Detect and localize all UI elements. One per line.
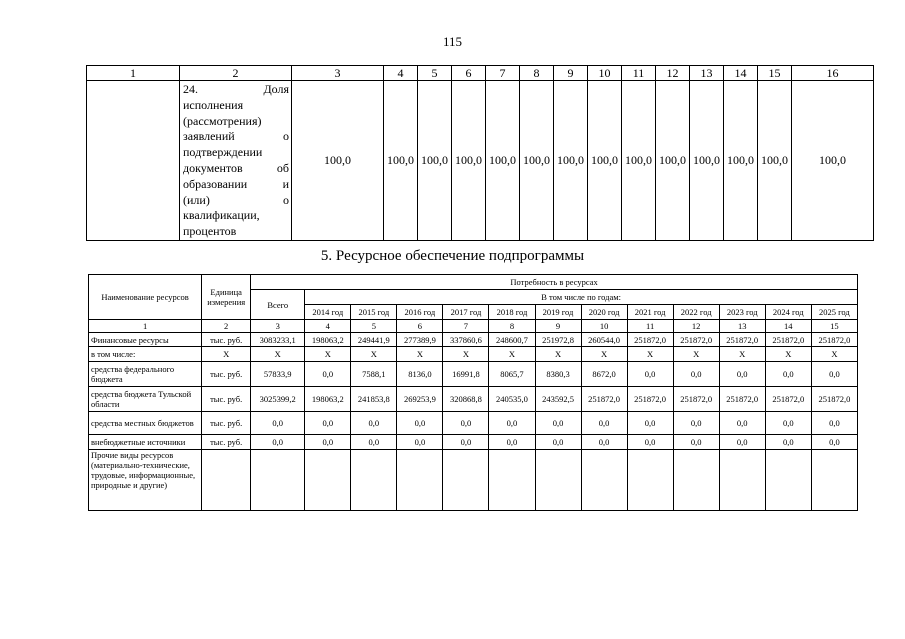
resource-year-value: 0,0 — [397, 412, 443, 435]
header-by-years: В том числе по годам: — [305, 290, 858, 305]
resource-year-value: Х — [305, 347, 351, 362]
resource-row — [89, 362, 858, 387]
resource-year-value: 0,0 — [627, 362, 673, 387]
header-year: 2024 год — [765, 305, 811, 320]
column-number: 5 — [351, 320, 397, 333]
resource-year-value: 0,0 — [627, 412, 673, 435]
resource-year-value: 0,0 — [351, 435, 397, 450]
resource-year-value: 0,0 — [811, 412, 857, 435]
resource-year-value: 0,0 — [305, 412, 351, 435]
indicator-value: 100,0 — [418, 81, 452, 241]
resource-year-value — [489, 450, 535, 511]
resource-year-value: 0,0 — [305, 362, 351, 387]
resource-year-value: 251872,0 — [811, 333, 857, 347]
resource-year-value: 251872,0 — [627, 387, 673, 412]
header-unit: Единица измерения — [202, 275, 251, 320]
description-line: (или) о — [183, 192, 289, 207]
column-number: 2 — [180, 66, 292, 81]
description-line: исполнения — [183, 97, 244, 112]
column-number: 11 — [622, 66, 656, 81]
resource-year-value: Х — [581, 347, 627, 362]
indicator-description — [180, 81, 292, 241]
resource-year-value: 251872,0 — [627, 333, 673, 347]
header-year: 2025 год — [811, 305, 857, 320]
resource-year-value — [305, 450, 351, 511]
resource-year-value: 0,0 — [765, 362, 811, 387]
resource-year-value: 0,0 — [305, 435, 351, 450]
resource-year-value: 0,0 — [581, 412, 627, 435]
indicator-value: 100,0 — [588, 81, 622, 241]
indicator-cell-col1 — [87, 81, 180, 241]
resource-total: 57833,9 — [251, 362, 305, 387]
resource-year-value: 0,0 — [719, 362, 765, 387]
resource-row — [89, 347, 858, 362]
indicator-value: 100,0 — [724, 81, 758, 241]
resource-unit: тыс. руб. — [202, 412, 251, 435]
header-year: 2016 год — [397, 305, 443, 320]
header-year: 2015 год — [351, 305, 397, 320]
column-number: 4 — [384, 66, 418, 81]
description-line: 24. Доля — [183, 82, 289, 96]
resource-year-value: 260544,0 — [581, 333, 627, 347]
indicator-value: 100,0 — [656, 81, 690, 241]
resource-year-value — [627, 450, 673, 511]
resource-total: 3083233,1 — [251, 333, 305, 347]
resource-year-value: 0,0 — [581, 435, 627, 450]
resource-year-value: 0,0 — [351, 412, 397, 435]
resource-year-value: 240535,0 — [489, 387, 535, 412]
column-number: 12 — [656, 66, 690, 81]
resource-row — [89, 387, 858, 412]
header-year: 2014 год — [305, 305, 351, 320]
resource-year-value — [811, 450, 857, 511]
resource-table-column-numbers — [89, 320, 858, 333]
resource-year-value: Х — [811, 347, 857, 362]
resource-name: Прочие виды ресурсов (материально-технические, трудовые, информационные, природные и другие) — [89, 450, 202, 511]
resource-year-value: 0,0 — [719, 412, 765, 435]
resource-year-value — [581, 450, 627, 511]
column-number: 12 — [673, 320, 719, 333]
column-number: 10 — [588, 66, 622, 81]
resource-year-value: 251872,0 — [811, 387, 857, 412]
resource-year-value: Х — [673, 347, 719, 362]
resource-year-value — [535, 450, 581, 511]
indicator-value: 100,0 — [486, 81, 520, 241]
header-year: 2017 год — [443, 305, 489, 320]
header-total: Всего — [251, 290, 305, 320]
resource-table — [88, 274, 858, 511]
column-number: 7 — [443, 320, 489, 333]
resource-year-value: 249441,9 — [351, 333, 397, 347]
indicator-value: 100,0 — [690, 81, 724, 241]
column-number: 9 — [554, 66, 588, 81]
resource-year-value — [719, 450, 765, 511]
resource-name: средства федерального бюджета — [89, 362, 202, 387]
resource-row — [89, 435, 858, 450]
resource-unit: Х — [202, 347, 251, 362]
resource-year-value: 241853,8 — [351, 387, 397, 412]
page-number: 115 — [442, 34, 463, 49]
header-resource-name: Наименование ресурсов — [89, 275, 202, 320]
column-number: 4 — [305, 320, 351, 333]
resource-year-value: Х — [535, 347, 581, 362]
resource-name: в том числе: — [89, 347, 202, 362]
header-year: 2020 год — [581, 305, 627, 320]
resource-year-value: 0,0 — [397, 435, 443, 450]
resource-year-value: 251872,0 — [673, 333, 719, 347]
resource-total: 0,0 — [251, 435, 305, 450]
resource-year-value: Х — [443, 347, 489, 362]
indicator-value: 100,0 — [292, 81, 384, 241]
resource-year-value: 8672,0 — [581, 362, 627, 387]
resource-total: 3025399,2 — [251, 387, 305, 412]
resource-year-value: 16991,8 — [443, 362, 489, 387]
resource-row — [89, 333, 858, 347]
resource-year-value — [673, 450, 719, 511]
column-number: 14 — [724, 66, 758, 81]
column-number: 7 — [486, 66, 520, 81]
resource-total — [251, 450, 305, 511]
column-number: 2 — [202, 320, 251, 333]
resource-year-value: Х — [627, 347, 673, 362]
resource-year-value: 8380,3 — [535, 362, 581, 387]
header-need: Потребность в ресурсах — [251, 275, 858, 290]
column-number: 3 — [292, 66, 384, 81]
resource-year-value: 198063,2 — [305, 387, 351, 412]
column-number: 15 — [811, 320, 857, 333]
resource-total: Х — [251, 347, 305, 362]
resource-year-value: 0,0 — [765, 412, 811, 435]
column-number: 13 — [719, 320, 765, 333]
indicator-value: 100,0 — [758, 81, 792, 241]
description-line: квалификации, — [183, 208, 260, 223]
indicator-value: 100,0 — [384, 81, 418, 241]
column-number: 15 — [758, 66, 792, 81]
resource-year-value: 251872,0 — [581, 387, 627, 412]
column-number: 1 — [89, 320, 202, 333]
resource-table-header-row — [89, 275, 858, 290]
column-number: 11 — [627, 320, 673, 333]
indicator-table-header-row — [87, 66, 874, 81]
resource-year-value: 320868,8 — [443, 387, 489, 412]
header-year: 2022 год — [673, 305, 719, 320]
column-number: 14 — [765, 320, 811, 333]
resource-name: средства местных бюджетов — [89, 412, 202, 435]
column-number: 5 — [418, 66, 452, 81]
resource-unit: тыс. руб. — [202, 435, 251, 450]
resource-year-value — [397, 450, 443, 511]
resource-unit: тыс. руб. — [202, 333, 251, 347]
resource-year-value: 0,0 — [765, 435, 811, 450]
column-number: 9 — [535, 320, 581, 333]
resource-year-value: Х — [397, 347, 443, 362]
indicator-value: 100,0 — [554, 81, 588, 241]
resource-year-value: Х — [351, 347, 397, 362]
indicator-value: 100,0 — [520, 81, 554, 241]
resource-year-value: 243592,5 — [535, 387, 581, 412]
resource-year-value — [351, 450, 397, 511]
description-line: подтверждении — [183, 145, 263, 160]
resource-year-value: Х — [719, 347, 765, 362]
resource-row — [89, 450, 858, 511]
header-year: 2023 год — [719, 305, 765, 320]
resource-year-value: 198063,2 — [305, 333, 351, 347]
resource-year-value: 251872,0 — [719, 387, 765, 412]
resource-year-value: 251972,8 — [535, 333, 581, 347]
column-number: 8 — [489, 320, 535, 333]
description-line: образовании и — [183, 176, 289, 191]
resource-unit: тыс. руб. — [202, 387, 251, 412]
resource-year-value: 0,0 — [535, 435, 581, 450]
resource-year-value: 0,0 — [443, 435, 489, 450]
resource-year-value: 8136,0 — [397, 362, 443, 387]
header-year: 2018 год — [489, 305, 535, 320]
description-line: (рассмотрения) — [183, 113, 262, 128]
resource-year-value: 248600,7 — [489, 333, 535, 347]
header-year: 2021 год — [627, 305, 673, 320]
resource-name: Финансовые ресурсы — [89, 333, 202, 347]
indicator-value: 100,0 — [622, 81, 656, 241]
resource-year-value: 0,0 — [811, 362, 857, 387]
resource-year-value: 277389,9 — [397, 333, 443, 347]
description-line: процентов — [183, 224, 237, 239]
resource-year-value: 0,0 — [489, 435, 535, 450]
resource-name: средства бюджета Тульской области — [89, 387, 202, 412]
indicator-table — [86, 65, 874, 241]
column-number: 10 — [581, 320, 627, 333]
resource-year-value: 251872,0 — [673, 387, 719, 412]
indicator-value: 100,0 — [792, 81, 874, 241]
column-number: 8 — [520, 66, 554, 81]
resource-year-value: 0,0 — [719, 435, 765, 450]
resource-unit — [202, 450, 251, 511]
resource-year-value: 251872,0 — [765, 387, 811, 412]
section-title: 5. Ресурсное обеспечение подпрограммы — [320, 248, 585, 264]
column-number: 16 — [792, 66, 874, 81]
resource-year-value: 0,0 — [489, 412, 535, 435]
resource-year-value: 7588,1 — [351, 362, 397, 387]
description-line: заявлений о — [183, 129, 289, 144]
resource-year-value: 337860,6 — [443, 333, 489, 347]
column-number: 6 — [452, 66, 486, 81]
resource-year-value: 251872,0 — [719, 333, 765, 347]
resource-year-value: 251872,0 — [765, 333, 811, 347]
resource-year-value — [443, 450, 489, 511]
column-number: 1 — [87, 66, 180, 81]
resource-year-value: 0,0 — [673, 412, 719, 435]
description-line: документов об — [183, 160, 289, 175]
column-number: 13 — [690, 66, 724, 81]
resource-year-value: 0,0 — [535, 412, 581, 435]
resource-year-value: 8065,7 — [489, 362, 535, 387]
column-number: 6 — [397, 320, 443, 333]
resource-year-value: Х — [765, 347, 811, 362]
resource-year-value: 0,0 — [443, 412, 489, 435]
resource-year-value: 269253,9 — [397, 387, 443, 412]
resource-year-value: 0,0 — [673, 435, 719, 450]
indicator-table-row — [87, 81, 874, 241]
resource-row — [89, 412, 858, 435]
resource-year-value: 0,0 — [627, 435, 673, 450]
indicator-value: 100,0 — [452, 81, 486, 241]
resource-year-value: 0,0 — [673, 362, 719, 387]
resource-name: внебюджетные источники — [89, 435, 202, 450]
resource-year-value: 0,0 — [811, 435, 857, 450]
resource-total: 0,0 — [251, 412, 305, 435]
resource-unit: тыс. руб. — [202, 362, 251, 387]
column-number: 3 — [251, 320, 305, 333]
header-year: 2019 год — [535, 305, 581, 320]
resource-year-value: Х — [489, 347, 535, 362]
resource-year-value — [765, 450, 811, 511]
